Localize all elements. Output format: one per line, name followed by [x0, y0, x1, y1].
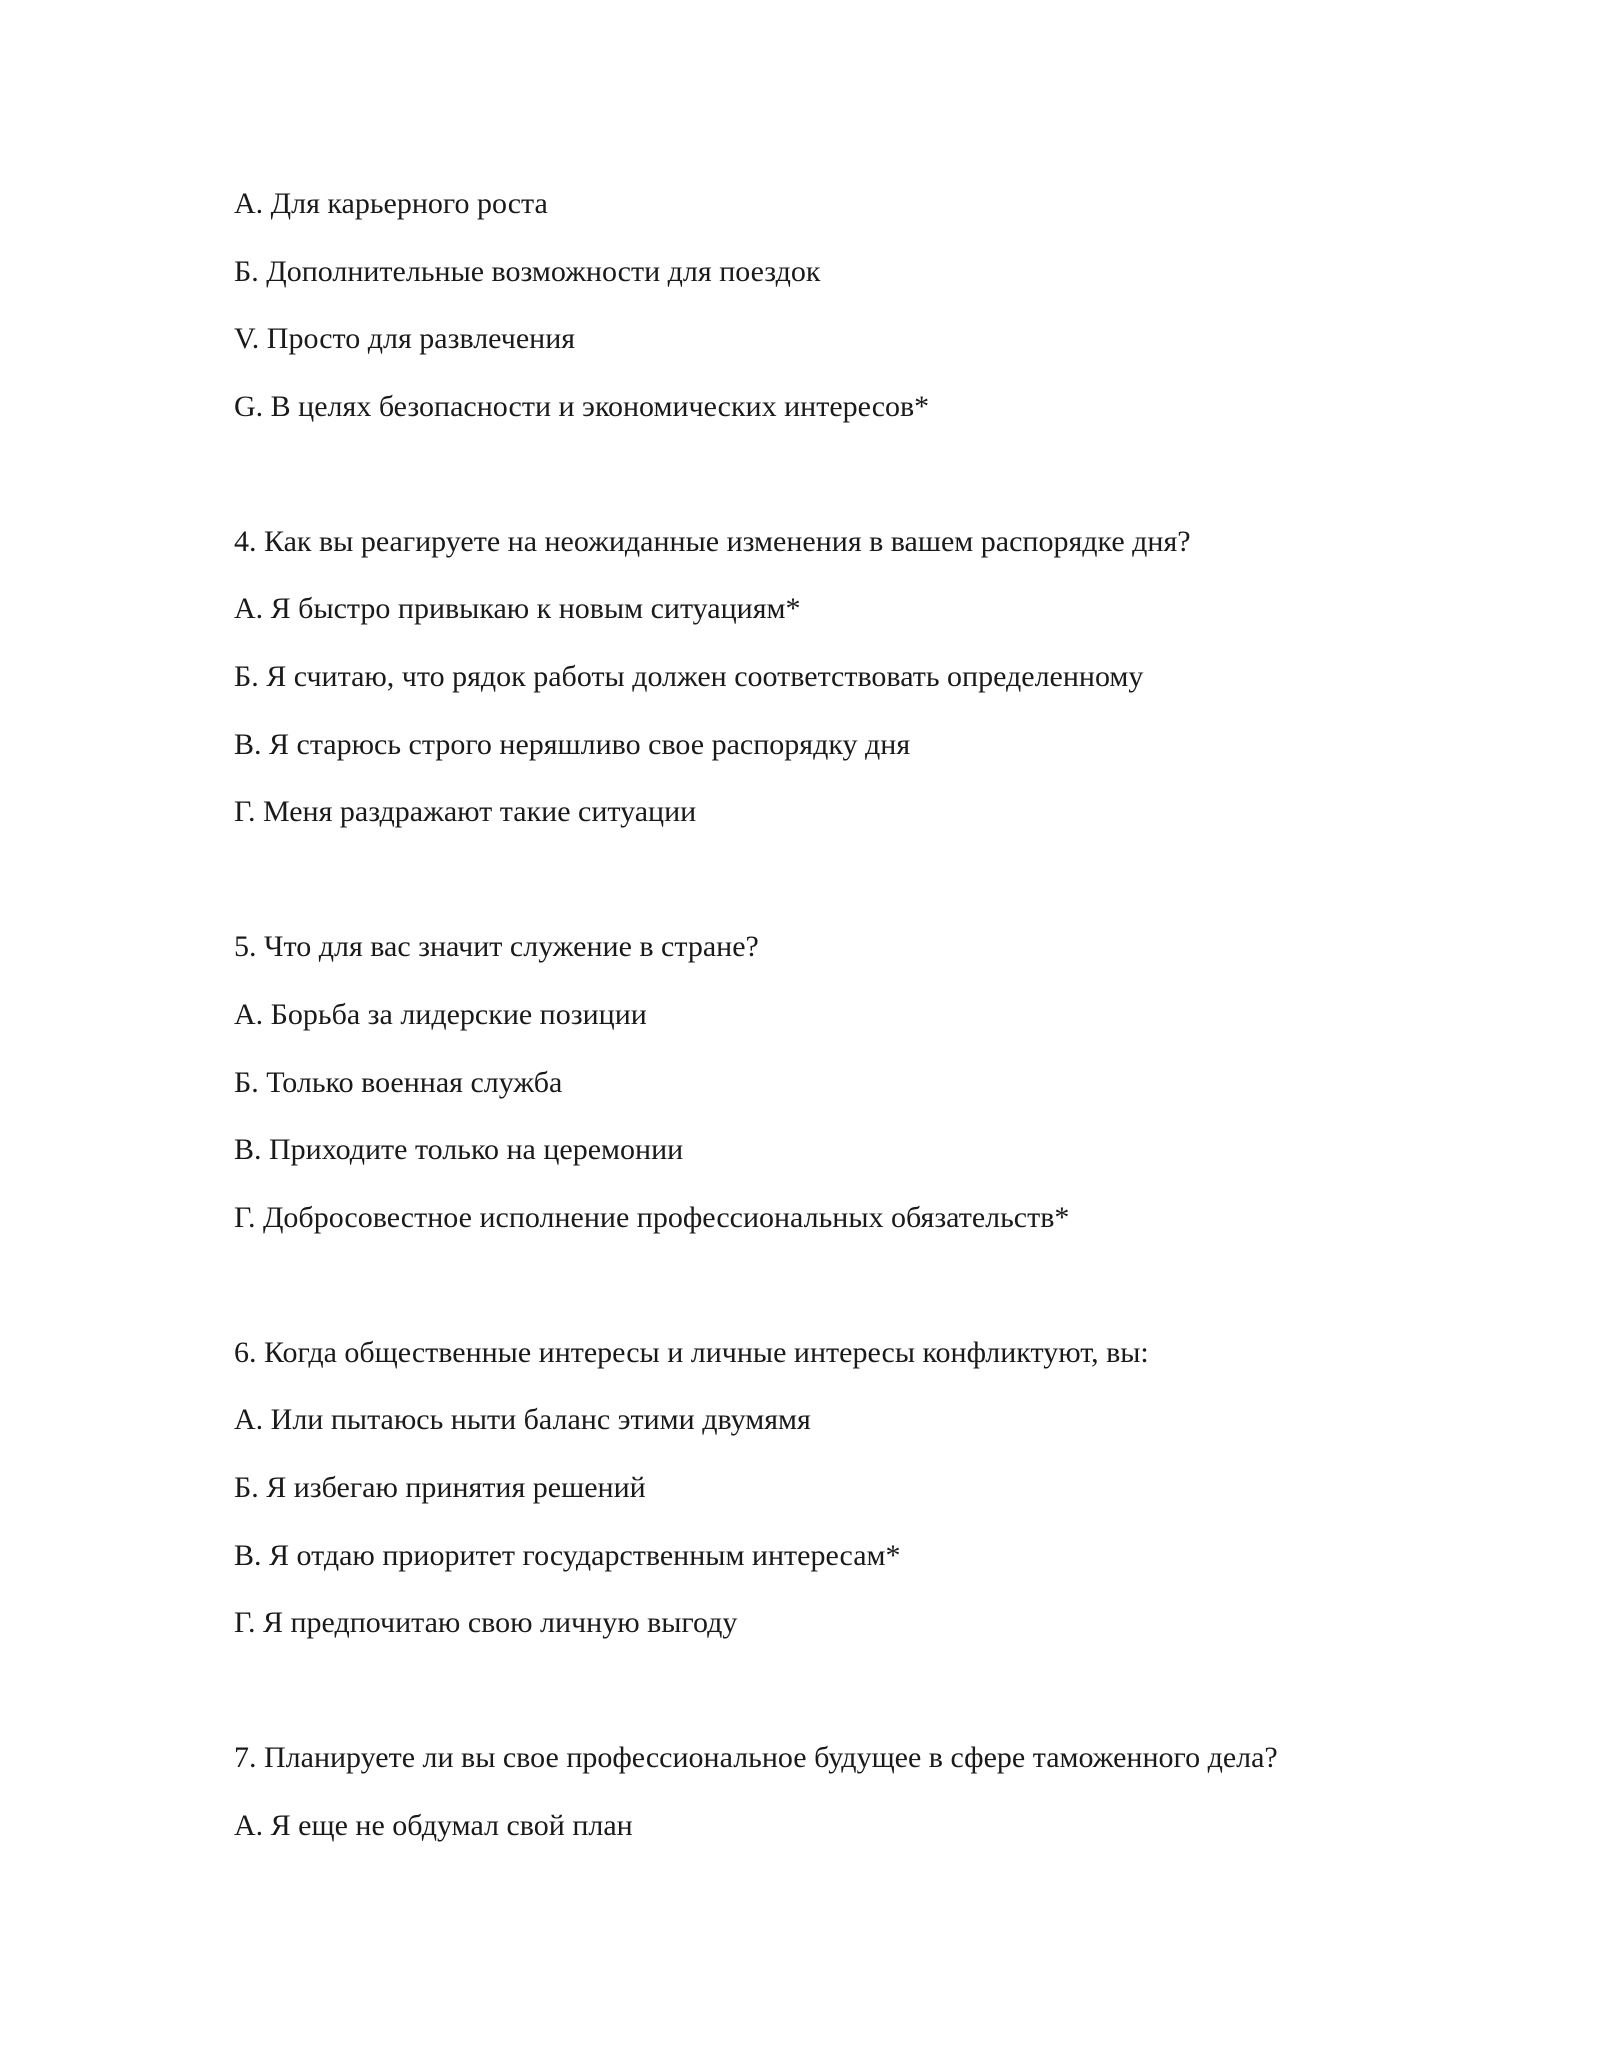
answer-option: Г. Я предпочитаю свою личную выгоду: [234, 1606, 738, 1640]
question-text: 6. Когда общественные интересы и личные интересы конфликтуют, вы:: [234, 1335, 1149, 1369]
answer-option: Г. Добросовестное исполнение профессиональных обязательств*: [234, 1200, 1070, 1234]
answer-option: А. Я быстро привыкаю к новым ситуациям*: [234, 592, 801, 626]
question-7: [234, 1739, 1434, 1845]
answer-option: Б. Только военная служба: [234, 1065, 563, 1099]
question-3-continuation: [234, 185, 1434, 426]
question-6: [234, 1334, 1434, 1642]
question-4: [234, 523, 1434, 831]
answer-option: Б. Я избегаю принятия решений: [234, 1471, 646, 1504]
answer-option: А. Или пытаюсь ныти баланс этими двумямя: [234, 1403, 811, 1437]
answer-option: В. Приходите только на церемонии: [234, 1133, 684, 1167]
question-text: 7. Планируете ли вы свое профессиональное будущее в сфере таможенного дела?: [234, 1741, 1278, 1775]
question-5: [234, 928, 1434, 1236]
answer-option: А. Борьба за лидерские позиции: [234, 997, 647, 1031]
answer-option: Б. Дополнительные возможности для поездок: [234, 254, 821, 288]
document-page: [234, 185, 1434, 1874]
answer-option: В. Я старюсь строго неряшливо свое распорядку дня: [234, 727, 911, 761]
answer-option: Г. Меня раздражают такие ситуации: [234, 795, 697, 829]
question-text: 4. Как вы реагируете на неожиданные изменения в вашем распорядке дня?: [234, 524, 1191, 558]
answer-option: В. Я отдаю приоритет государственным интересам*: [234, 1538, 901, 1572]
question-text: 5. Что для вас значит служение в стране?: [234, 930, 759, 964]
answer-option: Б. Я считаю, что рядок работы должен соответствовать определенному: [234, 660, 1144, 694]
answer-option: G. В целях безопасности и экономических интересов*: [234, 389, 930, 423]
answer-option: V. Просто для развлечения: [234, 322, 576, 356]
answer-option: A. Для карьерного роста: [234, 187, 548, 220]
answer-option: А. Я еще не обдумал свой план: [234, 1808, 633, 1842]
